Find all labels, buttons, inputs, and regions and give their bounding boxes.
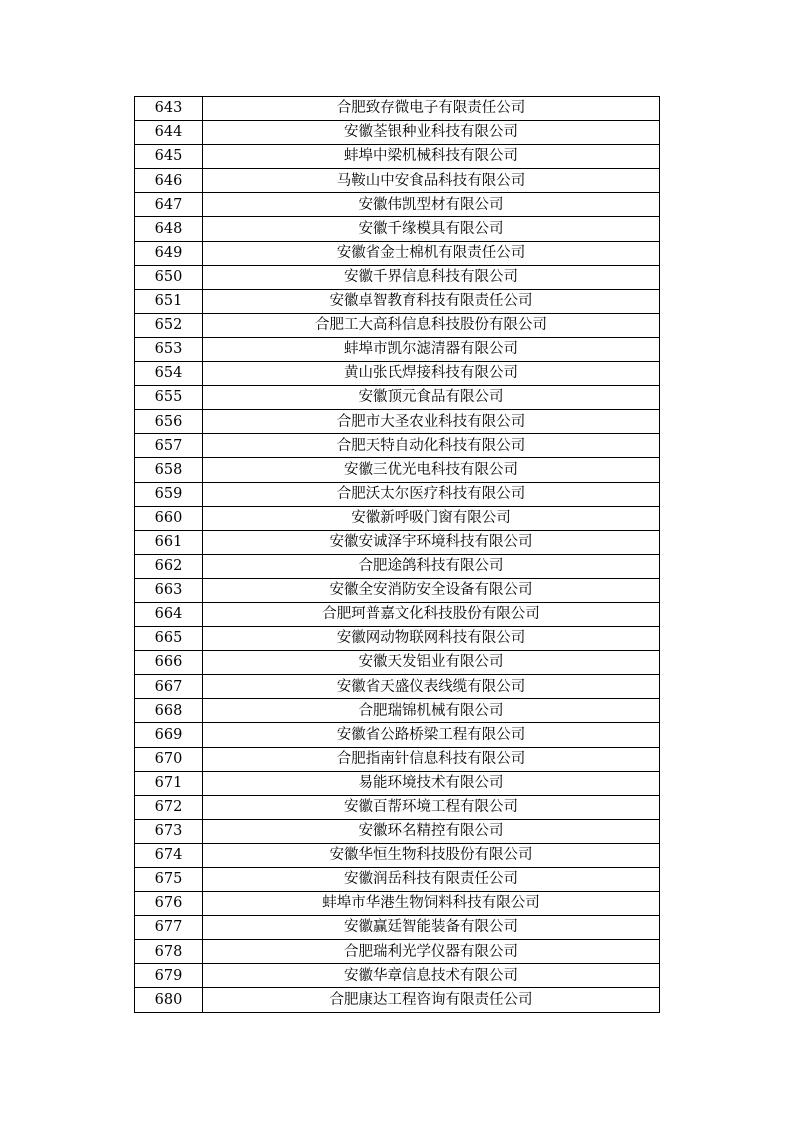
table-row xyxy=(135,506,660,530)
table-row xyxy=(135,458,660,482)
table-row xyxy=(135,362,660,386)
company-name: 蚌埠中梁机械科技有限公司 xyxy=(203,145,660,169)
company-name: 安徽华恒生物科技股份有限公司 xyxy=(203,843,660,867)
row-number: 650 xyxy=(135,265,203,289)
company-name: 易能环境技术有限公司 xyxy=(203,771,660,795)
row-number: 648 xyxy=(135,217,203,241)
row-number: 658 xyxy=(135,458,203,482)
company-name: 安徽卓智教育科技有限责任公司 xyxy=(203,289,660,313)
table-row xyxy=(135,337,660,361)
table-row xyxy=(135,145,660,169)
row-number: 673 xyxy=(135,819,203,843)
company-name: 黄山张氏焊接科技有限公司 xyxy=(203,362,660,386)
company-name: 安徽网动物联网科技有限公司 xyxy=(203,627,660,651)
company-name: 合肥工大高科信息科技股份有限公司 xyxy=(203,313,660,337)
table-row xyxy=(135,265,660,289)
table-row xyxy=(135,410,660,434)
row-number: 665 xyxy=(135,627,203,651)
row-number: 659 xyxy=(135,482,203,506)
table-row xyxy=(135,771,660,795)
company-name: 蚌埠市凯尔滤清器有限公司 xyxy=(203,337,660,361)
row-number: 645 xyxy=(135,145,203,169)
company-name: 安徽荃银种业科技有限公司 xyxy=(203,121,660,145)
table-row xyxy=(135,627,660,651)
table-row xyxy=(135,675,660,699)
table-row xyxy=(135,988,660,1012)
row-number: 663 xyxy=(135,578,203,602)
table-row xyxy=(135,602,660,626)
table-row xyxy=(135,723,660,747)
company-name: 安徽省金士棉机有限责任公司 xyxy=(203,241,660,265)
company-name: 安徽全安消防安全设备有限公司 xyxy=(203,578,660,602)
company-name: 马鞍山中安食品科技有限公司 xyxy=(203,169,660,193)
company-name: 合肥珂普嘉文化科技股份有限公司 xyxy=(203,602,660,626)
row-number: 672 xyxy=(135,795,203,819)
table-row xyxy=(135,747,660,771)
table-row xyxy=(135,795,660,819)
row-number: 666 xyxy=(135,651,203,675)
company-list-body xyxy=(135,97,660,1013)
table-row xyxy=(135,578,660,602)
company-name: 安徽顶元食品有限公司 xyxy=(203,386,660,410)
table-row xyxy=(135,217,660,241)
row-number: 653 xyxy=(135,337,203,361)
row-number: 655 xyxy=(135,386,203,410)
row-number: 661 xyxy=(135,530,203,554)
company-name: 合肥康达工程咨询有限责任公司 xyxy=(203,988,660,1012)
table-row xyxy=(135,386,660,410)
company-name: 安徽润岳科技有限责任公司 xyxy=(203,868,660,892)
row-number: 646 xyxy=(135,169,203,193)
company-name: 安徽千界信息科技有限公司 xyxy=(203,265,660,289)
row-number: 644 xyxy=(135,121,203,145)
table-row xyxy=(135,169,660,193)
company-name: 合肥天特自动化科技有限公司 xyxy=(203,434,660,458)
table-row xyxy=(135,699,660,723)
table-row xyxy=(135,193,660,217)
company-name: 安徽安诚泽宇环境科技有限公司 xyxy=(203,530,660,554)
table-row xyxy=(135,651,660,675)
company-name: 安徽省天盛仪表线缆有限公司 xyxy=(203,675,660,699)
table-row xyxy=(135,482,660,506)
row-number: 664 xyxy=(135,602,203,626)
row-number: 674 xyxy=(135,843,203,867)
row-number: 662 xyxy=(135,554,203,578)
row-number: 667 xyxy=(135,675,203,699)
row-number: 676 xyxy=(135,892,203,916)
company-name: 合肥瑞利光学仪器有限公司 xyxy=(203,940,660,964)
table-row xyxy=(135,940,660,964)
company-name: 安徽千缘模具有限公司 xyxy=(203,217,660,241)
company-name: 合肥瑞锦机械有限公司 xyxy=(203,699,660,723)
row-number: 679 xyxy=(135,964,203,988)
row-number: 647 xyxy=(135,193,203,217)
company-name: 安徽三优光电科技有限公司 xyxy=(203,458,660,482)
table-row xyxy=(135,868,660,892)
table-row xyxy=(135,241,660,265)
table-row xyxy=(135,434,660,458)
row-number: 649 xyxy=(135,241,203,265)
row-number: 657 xyxy=(135,434,203,458)
row-number: 668 xyxy=(135,699,203,723)
row-number: 670 xyxy=(135,747,203,771)
company-name: 合肥途鸽科技有限公司 xyxy=(203,554,660,578)
table-row xyxy=(135,530,660,554)
company-name: 安徽省公路桥梁工程有限公司 xyxy=(203,723,660,747)
table-row xyxy=(135,554,660,578)
company-name: 合肥致存微电子有限责任公司 xyxy=(203,97,660,121)
row-number: 680 xyxy=(135,988,203,1012)
row-number: 656 xyxy=(135,410,203,434)
row-number: 652 xyxy=(135,313,203,337)
row-number: 675 xyxy=(135,868,203,892)
company-name: 合肥市大圣农业科技有限公司 xyxy=(203,410,660,434)
row-number: 660 xyxy=(135,506,203,530)
company-name: 安徽赢廷智能装备有限公司 xyxy=(203,916,660,940)
table-row xyxy=(135,819,660,843)
table-row xyxy=(135,916,660,940)
table-row xyxy=(135,313,660,337)
table-row xyxy=(135,289,660,313)
row-number: 669 xyxy=(135,723,203,747)
table-row xyxy=(135,97,660,121)
company-name: 合肥指南针信息科技有限公司 xyxy=(203,747,660,771)
table-row xyxy=(135,843,660,867)
table-row xyxy=(135,892,660,916)
table-row xyxy=(135,121,660,145)
company-name: 安徽新呼吸门窗有限公司 xyxy=(203,506,660,530)
row-number: 651 xyxy=(135,289,203,313)
company-list-table xyxy=(134,96,660,1013)
company-name: 安徽天发铝业有限公司 xyxy=(203,651,660,675)
row-number: 671 xyxy=(135,771,203,795)
company-name: 安徽华章信息技术有限公司 xyxy=(203,964,660,988)
row-number: 677 xyxy=(135,916,203,940)
row-number: 678 xyxy=(135,940,203,964)
row-number: 654 xyxy=(135,362,203,386)
company-name: 安徽百帮环境工程有限公司 xyxy=(203,795,660,819)
company-name: 安徽伟凯型材有限公司 xyxy=(203,193,660,217)
company-name: 安徽环名精控有限公司 xyxy=(203,819,660,843)
company-name: 蚌埠市华港生物饲料科技有限公司 xyxy=(203,892,660,916)
row-number: 643 xyxy=(135,97,203,121)
table-row xyxy=(135,964,660,988)
company-name: 合肥沃太尔医疗科技有限公司 xyxy=(203,482,660,506)
